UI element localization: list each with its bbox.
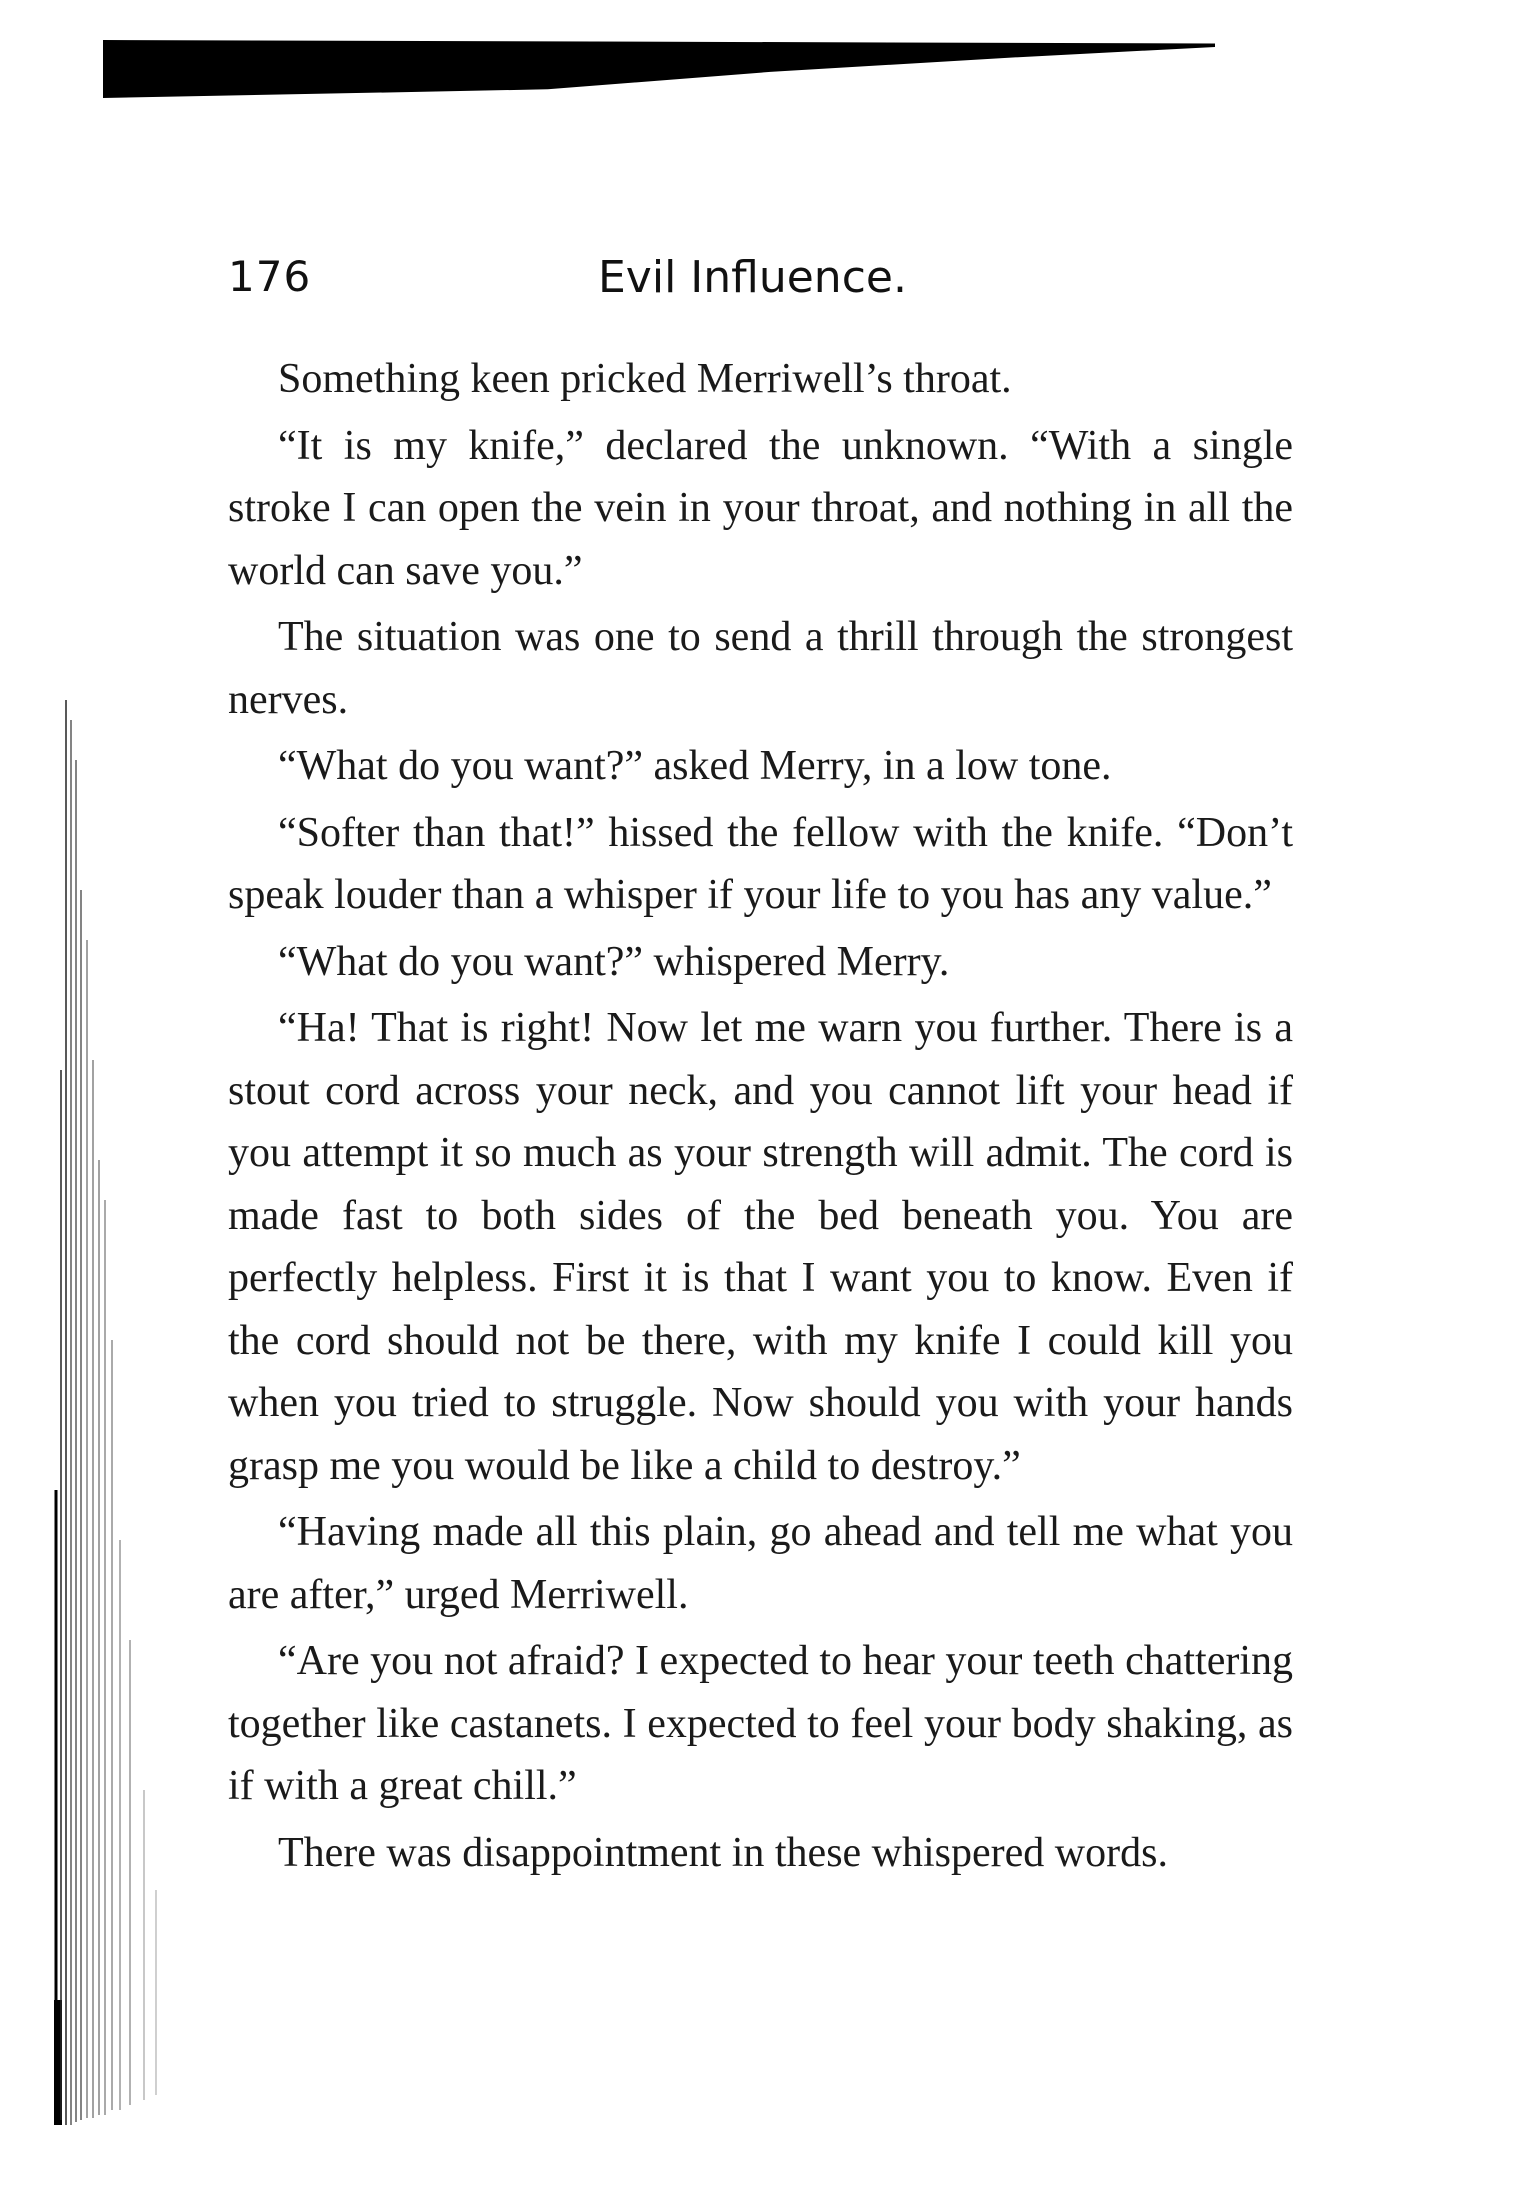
book-text — [228, 348, 1293, 1888]
paragraph: “Having made all this plain, go ahead and tell me what you are after,” urged Merriwell. — [228, 1509, 1293, 1618]
page-header — [228, 252, 1298, 322]
binding-edge-lines — [52, 640, 162, 2130]
paragraph: “Ha! That is right! Now let me warn you further. There is a stout cord across your neck, and you cannot lift your head if you attempt it so much as your strength will admit. The cord is made fast to both sides of the bed beneath you. You are perfectly helpless. First it is that I want you to know. Even if the cord should not be there, with my knife I could kill you when you tried to struggle. Now should you with your hands grasp me you would be like a child to destroy.” — [228, 1005, 1293, 1489]
page-number: 176 — [228, 252, 312, 301]
paragraph: There was disappointment in these whispered words. — [278, 1829, 1168, 1876]
paragraph: “What do you want?” asked Merry, in a low tone. — [278, 743, 1112, 789]
paragraph: “What do you want?” whispered Merry. — [278, 938, 950, 985]
top-black-bar — [103, 40, 1215, 98]
paragraph: “It is my knife,” declared the unknown. “With a single stroke I can open the vein in your throat, and nothing in all the world can save you.” — [228, 422, 1293, 594]
paragraph: Something keen pricked Merriwell’s throat. — [278, 356, 1012, 402]
paragraph: The situation was one to send a thrill through the strongest nerves. — [228, 614, 1293, 723]
running-title: Evil Influence. — [598, 252, 907, 303]
paragraph: “Are you not afraid? I expected to hear your teeth chattering together like castanets. I expected to feel your body shaking, as if with a great chill.” — [228, 1638, 1293, 1809]
paragraph: “Softer than that!” hissed the fellow with the knife. “Don’t speak louder than a whisper if your life to you has any value.” — [228, 809, 1293, 918]
